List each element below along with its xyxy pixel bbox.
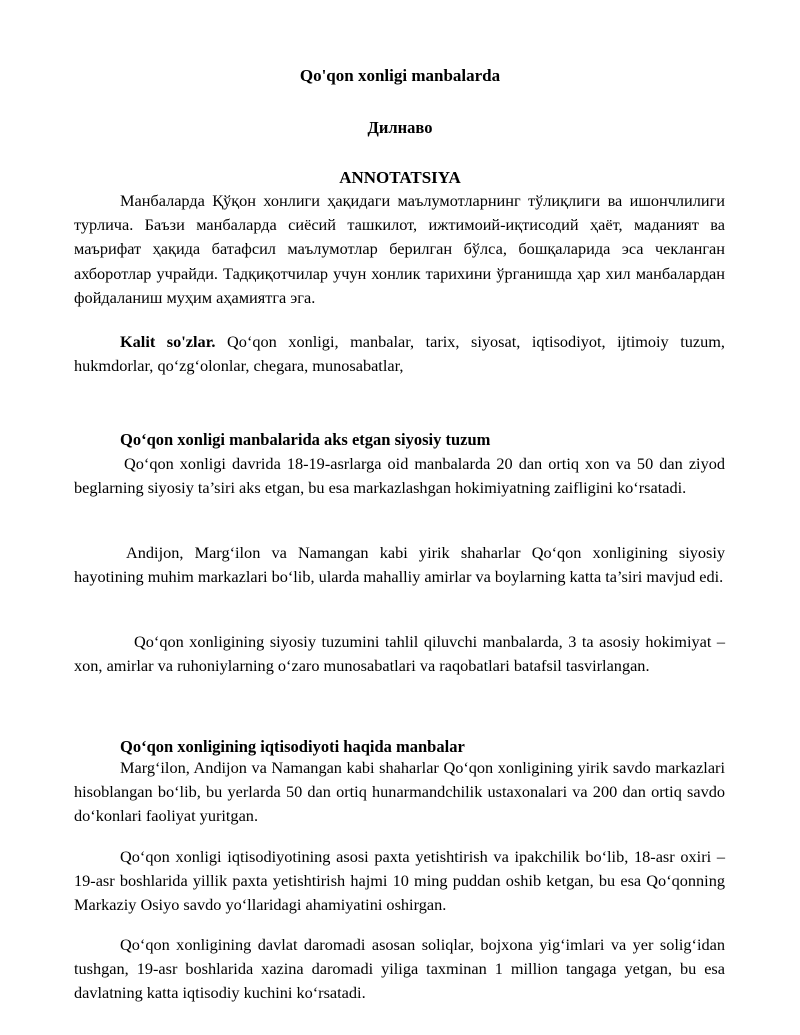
keywords-label: Kalit so'zlar. (120, 332, 216, 351)
section-paragraph: Andijon, Marg‘ilon va Namangan kabi yirik shaharlar Qo‘qon xonligining siyosiy hayotining muhim markazlari bo‘lib, ularda mahalliy amirlar va boylarning katta ta’siri mavjud edi. (74, 543, 725, 587)
section-paragraph: Qo‘qon xonligining davlat daromadi asosan soliqlar, bojxona yig‘imlari va yer solig‘idan tushgan, 19-asr boshlarida xazina daromadi yiliga taxminan 1 million tangaga yetgan, bu esa davlatning katta iqtisodiy kuchini ko‘rsatadi. (74, 935, 725, 1003)
section-paragraph: Qo‘qon xonligi iqtisodiyotining asosi paxta yetishtirish va ipakchilik bo‘lib, 18-asr oxiri – 19-asr boshlarida yillik paxta yetishtirish hajmi 10 ming puddan oshib ketgan, bu esa Qo‘qonning Markaziy Osiyo savdo yo‘llaridagi ahamiyatini oshirgan. (74, 847, 725, 915)
keywords-paragraph (74, 330, 725, 378)
document-title: Qo'qon xonligi manbalarda (299, 66, 501, 85)
section-paragraph: Marg‘ilon, Andijon va Namangan kabi shaharlar Qo‘qon xonligining yirik savdo markazlari hisoblangan bo‘lib, bu yerlarda 50 dan ortiq hunarmandchilik ustaxonalari va 200 dan ortiq savdo do‘konlari faoliyat yuritgan. (74, 758, 725, 826)
section-paragraph: Qo‘qon xonligining siyosiy tuzumini tahlil qiluvchi manbalarda, 3 ta asosiy hokimiyat – xon, amirlar va ruhoniylarning o‘zaro munosabatlari va raqobatlari batafsil tasvirlangan. (74, 632, 725, 676)
section-heading-economy: Qo‘qon xonligining iqtisodiyoti haqida manbalar (120, 737, 465, 756)
annotation-paragraph: Манбаларда Қўқон хонлиги ҳақидаги маълумотларнинг тўлиқлиги ва ишончлилиги турлича. Баъзи манбаларда сиёсий ташкилот, ижтимоий-иқтисодий ҳаёт, маданият ва маърифат ҳақида батафсил маълумотлар берилган бўлса, бошқаларида эса чекланган ахборотлар учрайди. Тадқиқотчилар учун хонлик тарихини ўрганишда ҳар хил манбалардан фойдаланиш муҳим аҳамиятга эга. (74, 191, 725, 307)
annotation-heading: ANNOTATSIYA (339, 168, 461, 187)
keywords-text: Qo‘qon xonligi, manbalar, tarix, siyosat, iqtisodiyot, ijtimoiy tuzum, hukmdorlar, qo‘zg‘olonlar, chegara, munosabatlar, (74, 332, 725, 376)
section-paragraph: Qo‘qon xonligi davrida 18-19-asrlarga oid manbalarda 20 dan ortiq xon va 50 dan ziyod beglarning siyosiy ta’siri aks etgan, bu esa markazlashgan hokimiyatning zaifligini ko‘rsatadi. (74, 454, 725, 498)
author-name: Дилнаво (367, 118, 433, 137)
section-heading-political: Qo‘qon xonligi manbalarida aks etgan siyosiy tuzum (120, 430, 491, 449)
